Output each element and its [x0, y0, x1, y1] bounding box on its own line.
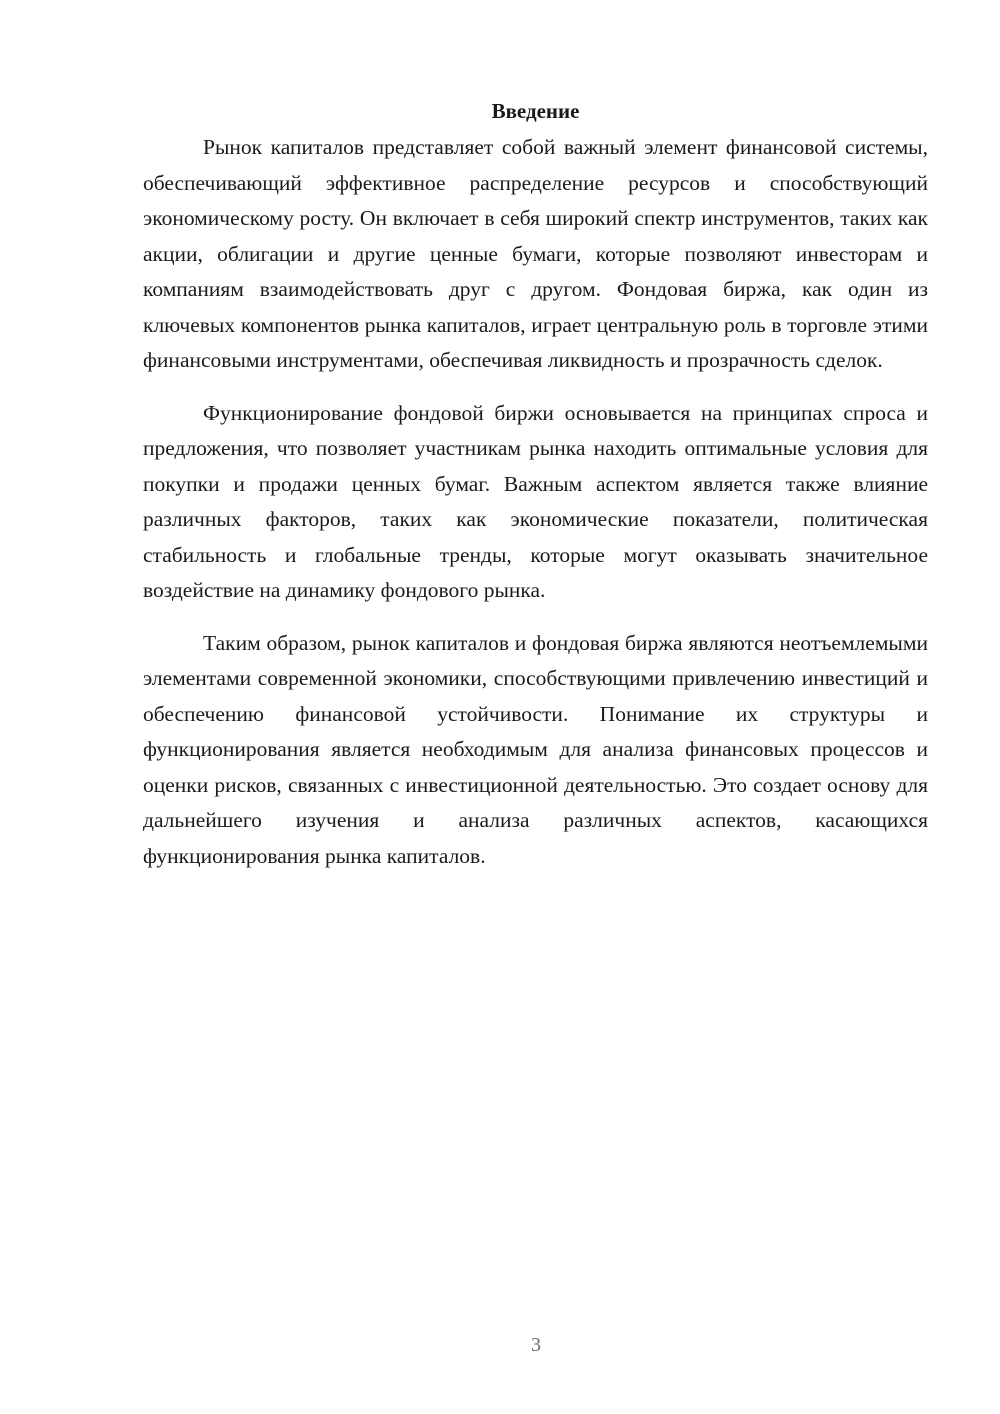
page-content — [143, 96, 928, 891]
page-number: 3 — [531, 1334, 541, 1356]
paragraph-1: Рынок капиталов представляет собой важный элемент финансовой системы, обеспечивающий эффективное распределение ресурсов и способствующий экономическому росту. Он включает в себя широкий спектр инструментов, таких как акции, облигации и другие ценные бумаги, которые позволяют инвесторам и компаниям взаимодействовать друг с другом. Фондовая биржа, как один из ключевых компонентов рынка капиталов, играет центральную роль в торговле этими финансовыми инструментами, обеспечивая ликвидность и прозрачность сделок. — [143, 135, 928, 372]
paragraph-3: Таким образом, рынок капиталов и фондовая биржа являются неотъемлемыми элементами современной экономики, способствующими привлечению инвестиций и обеспечению финансовой устойчивости. Понимание их структуры и функционирования является необходимым для анализа финансовых процессов и оценки рисков, связанных с инвестиционной деятельностью. Это создает основу для дальнейшего изучения и анализа различных аспектов, касающихся функционирования рынка капиталов. — [143, 630, 928, 868]
paragraph-2: Функционирование фондовой биржи основывается на принципах спроса и предложения, что позволяет участникам рынка находить оптимальные условия для покупки и продажи ценных бумаг. Важным аспектом является также влияние различных факторов, таких как экономические показатели, политическая стабильность и глобальные тренды, которые могут оказывать значительное воздействие на динамику фондового рынка. — [143, 400, 928, 602]
section-heading: Введение — [491, 99, 580, 123]
